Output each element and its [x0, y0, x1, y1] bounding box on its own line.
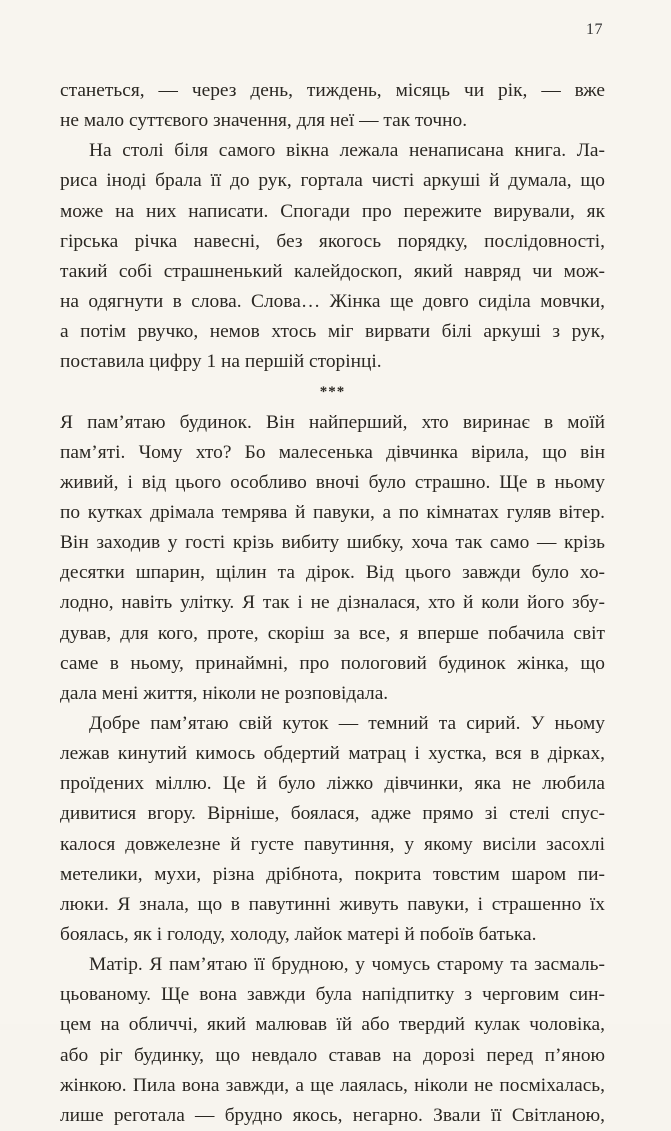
section-separator: *** [319, 384, 346, 401]
text-line: Добре пам’ятаю свій куток — темний та сирий. У ньому [89, 712, 605, 734]
text-line: лежав кинутий кимось обдертий матрац і хустка, вся в дірках, [60, 743, 605, 765]
text-line: боялась, як і голоду, холоду, лайок матері й побоїв батька. [60, 923, 537, 945]
text-line: цем на обличчі, який малював їй або твердий кулак чоловіка, [60, 1014, 605, 1036]
text-line: риса іноді брала її до рук, гортала чисті аркуші й думала, що [60, 170, 605, 192]
text-line: живий, і від цього особливо вночі було страшно. Ще в ньому [60, 471, 605, 493]
text-line: поставила цифру 1 на першій сторінці. [60, 351, 382, 373]
text-line: не мало суттєвого значення, для неї — так точно. [60, 110, 468, 132]
text-line: метелики, мухи, різна дрібнота, покрита товстим шаром пи- [60, 863, 605, 885]
text-line: люки. Я знала, що в павутинні живуть павуки, і страшенно їх [60, 893, 605, 915]
text-line: дивитися вгору. Вірніше, боялася, адже прямо зі стелі спус- [60, 803, 605, 825]
text-line: Я пам’ятаю будинок. Він найперший, хто виринає в моїй [60, 411, 605, 433]
text-line: пам’яті. Чому хто? Бо малесенька дівчинка вірила, що він [60, 441, 605, 463]
text-line: саме в ньому, принаймні, про пологовий будинок жінка, що [60, 652, 605, 674]
text-line: дував, для кого, проте, скоріш за все, я вперше побачила світ [60, 622, 605, 644]
text-line: по кутках дрімала темрява й павуки, а по кімнатах гуляв вітер. [60, 501, 605, 523]
text-line: або ріг будинку, що невдало ставав на дорозі перед п’яною [60, 1044, 605, 1066]
text-line: На столі біля самого вікна лежала ненаписана книга. Ла- [89, 140, 605, 162]
paragraph [60, 709, 605, 950]
text-line: проїдених міллю. Це й було ліжко дівчинки, яка не любила [60, 773, 605, 795]
text-line: може на них написати. Спогади про пережите вирували, як [60, 200, 605, 222]
text-line: Матір. Я пам’ятаю її брудною, у чомусь старому та засмаль- [89, 954, 605, 976]
text-line: дала мені життя, ніколи не розповідала. [60, 682, 389, 704]
page-number: 17 [586, 21, 603, 38]
paragraph [60, 136, 605, 377]
text-line: Він заходив у гості крізь вибиту шибку, хоча так само — крізь [60, 532, 605, 554]
text-line: на одягнути в слова. Слова… Жінка ще довго сиділа мовчки, [60, 290, 605, 312]
text-line: жінкою. Пила вона завжди, а ще лаялась, ніколи не посміхалась, [60, 1074, 605, 1096]
text-line: гірська річка навесні, без якогось порядку, послідовності, [60, 230, 605, 252]
text-line: десятки шпарин, щілин та дірок. Від цього завжди було хо- [60, 562, 605, 584]
paragraph [60, 76, 605, 136]
text-line: станеться, — через день, тиждень, місяць чи рік, — вже [60, 80, 605, 101]
text-line: цьованому. Ще вона завжди була напідпитку з черговим син- [60, 984, 605, 1006]
paragraph [60, 950, 605, 1131]
text-line: лодно, навіть улітку. Я так і не дізналася, хто й коли його збу- [60, 592, 605, 614]
text-line: лише реготала — брудно якось, негарно. Звали її Світланою, [60, 1104, 605, 1126]
text-line: а потім рвучко, немов хтось міг вирвати білі аркуші з рук, [60, 321, 605, 343]
body-text [60, 76, 605, 1131]
text-line: такий собі страшненький калейдоскоп, який навряд чи мож- [60, 260, 605, 282]
text-line: калося довжелезне й густе павутиння, у якому висіли засохлі [60, 833, 605, 855]
paragraph [60, 408, 605, 709]
